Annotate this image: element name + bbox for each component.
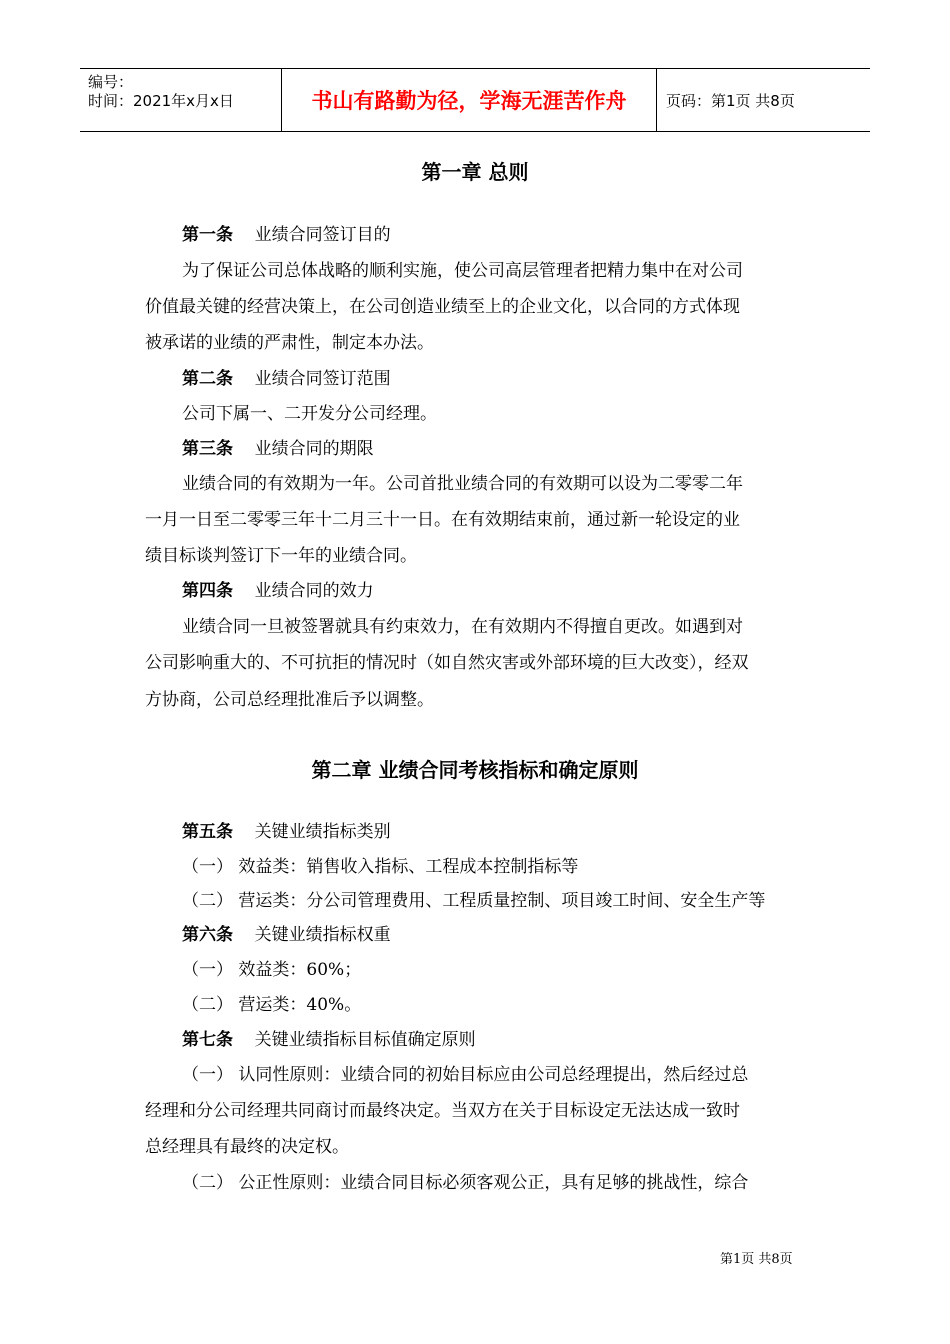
article-heading: [182, 576, 374, 601]
list-item: （二） 营运类：40%。: [182, 995, 362, 1015]
list-item: （一） 认同性原则：业绩合同的初始目标应由公司总经理提出，然后经过总: [182, 1065, 749, 1085]
header-meta: [88, 73, 278, 111]
article-heading: [182, 920, 391, 945]
paragraph-line: 价值最关键的经营决策上，在公司创造业绩至上的企业文化，以合同的方式体现: [145, 297, 740, 317]
paragraph-line: 经理和分公司经理共同商讨而最终决定。当双方在关于目标设定无法达成一致时: [145, 1101, 740, 1121]
article-number: 第一条: [182, 225, 233, 245]
paragraph-line: 方协商，公司总经理批准后予以调整。: [145, 690, 434, 710]
list-item: （二） 公正性原则：业绩合同目标必须客观公正，具有足够的挑战性，综合: [182, 1173, 749, 1193]
article-title: 业绩合同的期限: [254, 439, 374, 459]
article-heading: [182, 434, 374, 459]
list-item: （一） 效益类：60%；: [182, 960, 362, 980]
article-number: 第四条: [182, 581, 233, 601]
list-item: （一） 效益类：销售收入指标、工程成本控制指标等: [182, 857, 579, 877]
paragraph-line: 公司影响重大的、不可抗拒的情况时（如自然灾害或外部环境的巨大改变），经双: [145, 653, 749, 673]
paragraph-line: 绩目标谈判签订下一年的业绩合同。: [145, 546, 417, 566]
chapter-title: 第一章 总则: [421, 160, 529, 184]
list-item: （二） 营运类：分公司管理费用、工程质量控制、项目竣工时间、安全生产等: [182, 891, 766, 911]
paragraph-line: 为了保证公司总体战略的顺利实施，使公司高层管理者把精力集中在对公司: [182, 261, 743, 281]
article-heading: [182, 1025, 476, 1050]
article-heading: [182, 364, 391, 389]
page-info: 页码：第1页 共8页: [666, 91, 795, 110]
paragraph-line: 被承诺的业绩的严肃性，制定本办法。: [145, 333, 434, 353]
paragraph-line: 公司下属一、二开发分公司经理。: [182, 404, 437, 424]
paragraph-line: 业绩合同一旦被签署就具有约束效力，在有效期内不得擅自更改。如遇到对: [182, 617, 743, 637]
time-label: 时间：2021年x月x日: [88, 92, 234, 110]
article-number: 第二条: [182, 369, 233, 389]
article-title: 业绩合同签订目的: [254, 225, 391, 245]
header-divider: [656, 69, 657, 131]
article-number: 第六条: [182, 925, 233, 945]
article-heading: [182, 817, 391, 842]
article-title: 业绩合同的效力: [254, 581, 374, 601]
paragraph-line: 一月一日至二零零三年十二月三十一日。在有效期结束前，通过新一轮设定的业: [145, 510, 740, 530]
article-number: 第三条: [182, 439, 233, 459]
motto-text: 书山有路勤为径，学海无涯苦作舟: [311, 89, 627, 113]
document-header: [80, 68, 870, 132]
article-title: 关键业绩指标类别: [254, 822, 391, 842]
chapter-title: 第二章 业绩合同考核指标和确定原则: [311, 758, 639, 782]
paragraph-line: 总经理具有最终的决定权。: [145, 1137, 349, 1157]
article-title: 业绩合同签订范围: [254, 369, 391, 389]
article-title: 关键业绩指标目标值确定原则: [254, 1030, 476, 1050]
paragraph-line: 业绩合同的有效期为一年。公司首批业绩合同的有效期可以设为二零零二年: [182, 474, 743, 494]
page-footer: 第1页 共8页: [720, 1252, 793, 1267]
article-heading: [182, 220, 391, 245]
article-title: 关键业绩指标权重: [254, 925, 391, 945]
number-label: 编号：: [88, 73, 134, 91]
article-number: 第七条: [182, 1030, 233, 1050]
article-number: 第五条: [182, 822, 233, 842]
